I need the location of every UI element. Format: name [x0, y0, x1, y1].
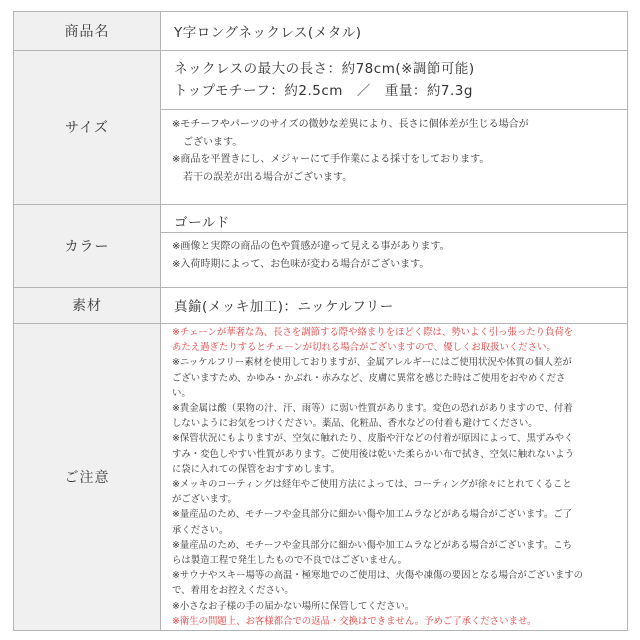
sub-divider [161, 232, 627, 233]
caution-line-warning: あたえ過ぎたりするとチェーンが切れる場合がございますので、優しくお取扱いください。 [172, 342, 556, 354]
caution-line-warning: ※衛生の問題上、お客様都合での返品・交換はできません。予めご了承くださいませ。 [172, 615, 537, 627]
size-notes [172, 116, 529, 186]
caution-line: ※小さなお子様の手の届かない場所に保管してください。 [172, 600, 415, 612]
caution-line: しないようにお気をつけください。薬品、化粧品、香水などの付着も避けてください。 [172, 418, 538, 430]
caution-line: すみ・変色しやすい性質があります。ご使用後は乾いた柔らかい布で拭き、空気に触れないよう [172, 448, 575, 460]
size-note: 若干の誤差が出る場合がございます。 [183, 171, 353, 183]
product-spec-table [13, 11, 628, 631]
label-material: 素材 [14, 287, 161, 323]
label-size: サイズ [14, 50, 161, 204]
row-divider [14, 323, 627, 324]
caution-line: ※メッキのコーティングは経年やご使用方法によっては、コーティングが徐々にとれてくること [172, 479, 572, 491]
color-notes [172, 238, 450, 273]
caution-line: ※量産品のため、モチーフや金具部分に細かい傷や加工ムラなどがある場合がございます。こち [172, 539, 573, 551]
caution-line: らは製造工程で発生したもので不良ではございません。 [172, 555, 407, 567]
caution-line: ※サウナやスキー場等の高温・極寒地でのご使用は、火傷や凍傷の要因となる場合がございますの [172, 570, 583, 582]
color-note: ※画像と実際の商品の色や質感が違って見える事があります。 [172, 241, 450, 252]
label-color: カラー [14, 204, 161, 287]
top-motif-weight-value: トップモチーフ：約2.5cm ／ 重量：約7.3g [174, 83, 473, 99]
caution-notes [172, 325, 583, 629]
caution-line: ございますため、かゆみ・かぶれ・赤みなど、皮膚に異常を感じた時はご使用をおやめくださ [172, 372, 566, 384]
caution-line: で、着用をお控えください。 [172, 585, 294, 597]
caution-line: ※ニッケルフリー素材を使用しておりますが、金属アレルギーにはご使用状況や体質の個人差が [172, 357, 572, 369]
caution-line: 承ください。 [172, 524, 229, 536]
caution-line-warning: ※チェーンが華奢な為、長さを調節する際や絡まりをほどく際は、勢いよく引っ張ったり負荷を [172, 327, 574, 338]
row-divider [14, 204, 627, 205]
caution-line: い。 [172, 387, 191, 399]
material-value: 真鍮(メッキ加工)：ニッケルフリー [174, 299, 394, 315]
size-values [174, 58, 475, 102]
caution-line: ※貴金属は酸（果物の汁、汗、雨等）に弱い性質があります。変色の恐れがありますので、付着 [172, 403, 573, 415]
caution-line: ※量産品のため、モチーフや金具部分に細かい傷や加工ムラなどがある場合がございます。ご了 [172, 509, 573, 521]
caution-line: に袋に入れての保管をおすすめします。 [172, 463, 341, 475]
max-length-value: ネックレスの最大の長さ：約78cm(※調節可能) [174, 61, 475, 77]
label-caution: ご注意 [14, 323, 161, 630]
row-divider [14, 287, 627, 288]
row-divider [14, 50, 627, 51]
size-note: ※モチーフやパーツのサイズの微妙な差異により、長さに個体差が生じる場合が [172, 119, 529, 130]
color-value: ゴールド [174, 215, 230, 231]
size-note: ※商品を平置きにし、メジャーにて手作業による採寸をしております。 [172, 154, 490, 165]
caution-line: がございます。 [172, 494, 237, 506]
product-name-value: Y字ロングネックレス(メタル) [174, 25, 362, 41]
size-note: ございます。 [183, 136, 243, 148]
color-note: ※入荷時期によって、お色味が変わる場合がございます。 [172, 258, 430, 270]
sub-divider [161, 109, 627, 110]
label-product-name: 商品名 [14, 12, 161, 50]
caution-line: ※保管状況にもよりますが、空気に触れたり、皮脂や汗などの付着が原因によって、黒ずみやく [172, 433, 574, 445]
